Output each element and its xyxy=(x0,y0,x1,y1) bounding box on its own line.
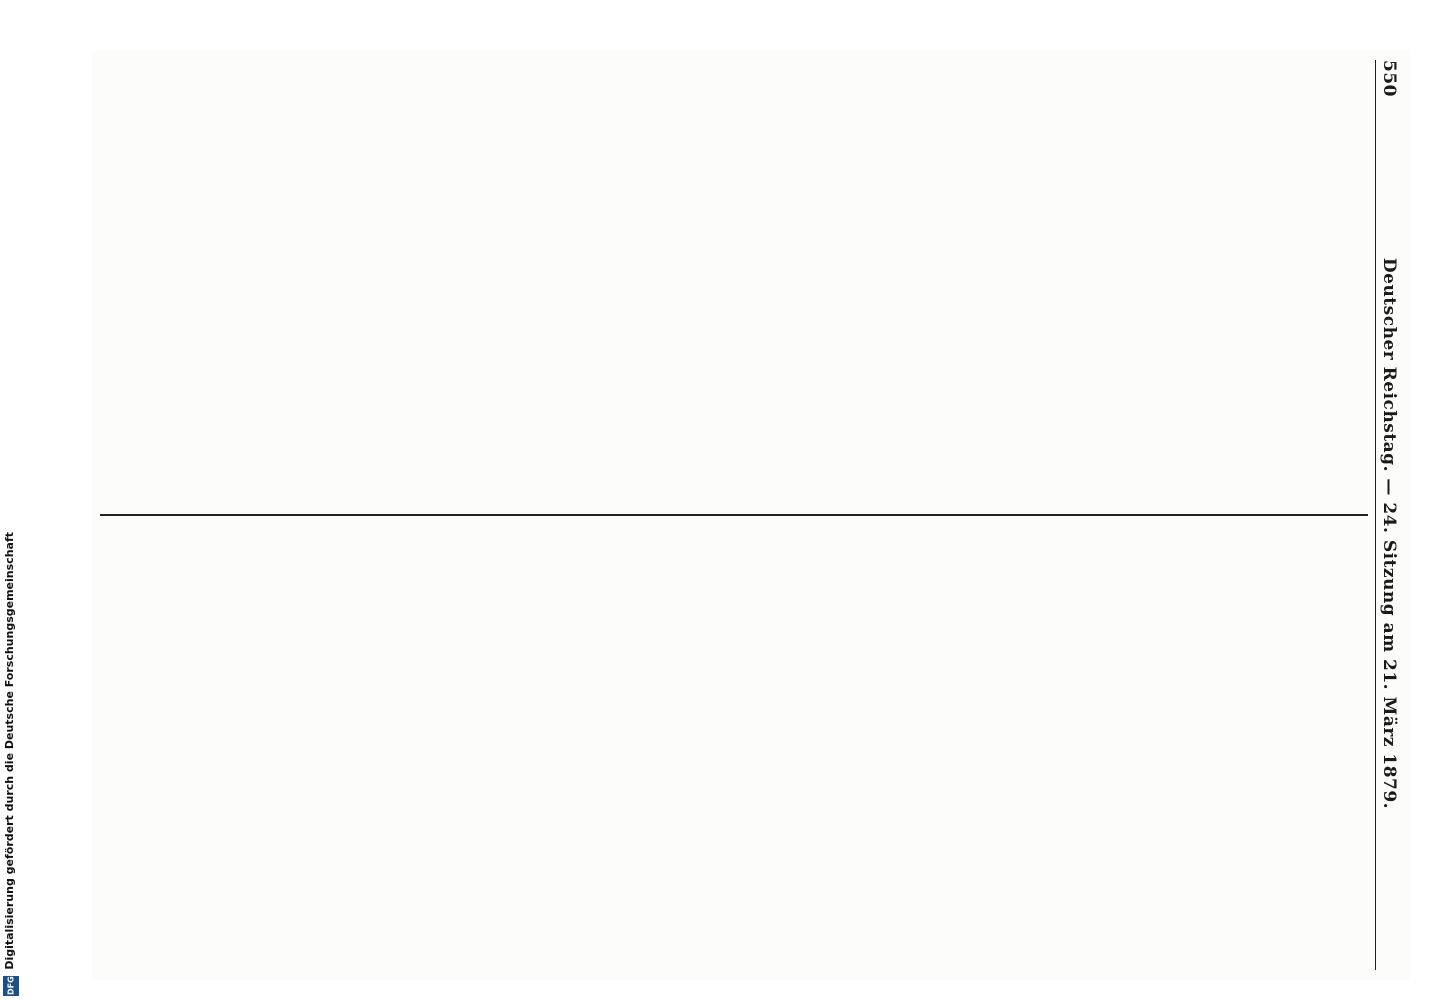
digitization-footer xyxy=(0,532,22,1000)
left-column xyxy=(100,60,1368,514)
scanned-page xyxy=(92,50,1410,980)
text-columns xyxy=(100,60,1368,970)
page-title: Deutscher Reichstag. — 24. Sitzung am 21. März 1879. xyxy=(1379,257,1399,810)
page-number: 550 xyxy=(1379,60,1399,97)
right-column xyxy=(100,516,1368,970)
running-head xyxy=(1375,60,1402,970)
digitization-note: Digitalisierung gefördert durch die Deutsche Forschungsgemeinschaft xyxy=(3,532,16,970)
dfg-logo: DFG xyxy=(3,976,19,996)
